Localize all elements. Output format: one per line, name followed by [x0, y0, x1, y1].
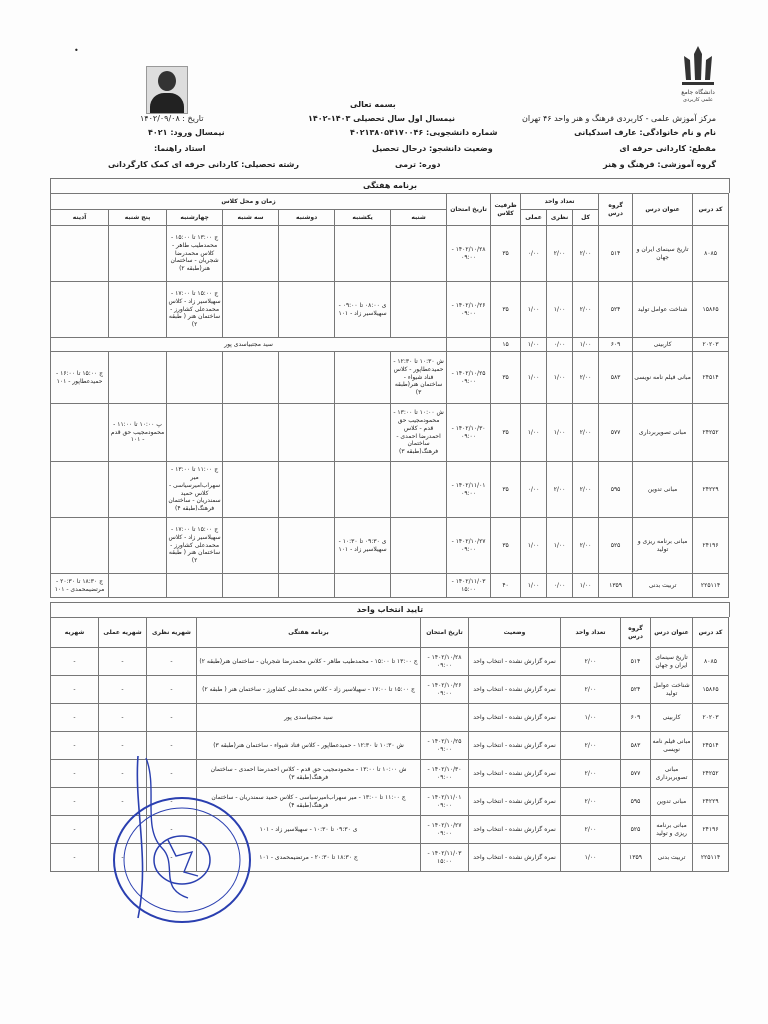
student-name: نام و نام خانوادگی: عارف اسدکیانی: [574, 128, 716, 137]
day-slot: [167, 574, 223, 598]
approval-row: [51, 704, 729, 732]
approval-f2: -: [99, 676, 147, 704]
approval-header-row: [51, 618, 729, 648]
student-number: شماره دانشجویی: ۴۰۲۱۳۸۰۵۴۱۷۰۰۴۶: [350, 128, 498, 137]
course-name: مبانی تدوین: [633, 462, 693, 518]
day-slot: ی ۰۹:۳۰ تا ۱۰:۳۰ - سهیلاسیر زاد - ۱۰۱: [335, 518, 391, 574]
approval-col: گروه درس: [621, 618, 651, 648]
approval-units: ۱/۰۰: [561, 704, 621, 732]
exam-date: ۱۴۰۲/۱۰/۲۷ - ۰۹:۰۰: [447, 518, 491, 574]
units-practical: ۱/۰۰: [521, 518, 547, 574]
exam-date: ۱۴۰۲/۱۱/۰۱ - ۰۹:۰۰: [447, 462, 491, 518]
exam-date: ۱۴۰۲/۱۰/۲۵ - ۰۹:۰۰: [447, 352, 491, 404]
day-slot: [51, 518, 109, 574]
approval-f2: -: [99, 760, 147, 788]
course-name: تربیت بدنی: [633, 574, 693, 598]
weekly-title: برنامه هفتگی: [50, 178, 730, 193]
course-group: ۵۷۷: [599, 404, 633, 462]
col-practical: عملی: [521, 210, 547, 226]
day-slot: [279, 352, 335, 404]
approval-group: ۵۹۵: [621, 788, 651, 816]
day-slot: [51, 462, 109, 518]
course-group: ۱۳۵۹: [599, 574, 633, 598]
approval-code: ۲۴۵۱۴: [693, 732, 729, 760]
day-slot: ی ۰۸:۰۰ تا ۰۹:۰۰ - سهیلاسیر زاد - ۱۰۱: [335, 282, 391, 338]
day-slot: ج ۱۱:۰۰ تا ۱۳:۰۰ - میر سهراب‌امیرسیاسی - کلاس حمید سمندریان - ساختمان فرهنگ(طبقه ۴): [167, 462, 223, 518]
units-theory: ۱/۰۰: [547, 404, 573, 462]
approval-status: نمره گزارش نشده - انتخاب واحد: [469, 648, 561, 676]
weekly-row: [51, 282, 729, 338]
period-label: دوره: ترمی: [395, 160, 441, 169]
day-slot: ج ۱۳:۰۰ تا ۱۵:۰۰ - محمدطیب طاهر - کلاس محمدرضا شجریان - ساختمان هنر(طبقه ۲): [167, 226, 223, 282]
approval-f1: -: [147, 788, 197, 816]
approval-schedule: ج ۱۸:۳۰ تا ۲۰:۳۰ - مرتضیمحمدی - ۱۰۱: [197, 844, 421, 872]
approval-group: ۱۳۵۹: [621, 844, 651, 872]
weekly-row: [51, 462, 729, 518]
approval-schedule: ج ۱۵:۰۰ تا ۱۷:۰۰ - سهیلاسیر زاد - کلاس محمدعلی کشاورز - ساختمان هنر ( طبقه ۲): [197, 676, 421, 704]
approval-col: شهریه عملی: [99, 618, 147, 648]
col-theory: نظری: [547, 210, 573, 226]
course-code: ۲۲۵۱۱۴: [693, 574, 729, 598]
approval-col: عنوان درس: [651, 618, 693, 648]
approval-schedule: ش ۱۰:۳۰ تا ۱۲:۳۰ - حمیدعطاپور - کلاس فناد شیواء - ساختمان هنر(طبقه ۳): [197, 732, 421, 760]
day-slot: [335, 226, 391, 282]
exam-date: ۱۴۰۲/۱۰/۲۸ - ۰۹:۰۰: [447, 226, 491, 282]
approval-status: نمره گزارش نشده - انتخاب واحد: [469, 704, 561, 732]
class-capacity: ۱۵: [491, 338, 521, 352]
approval-col: شهریه: [51, 618, 99, 648]
units-theory: ۱/۰۰: [547, 518, 573, 574]
units-practical: ۱/۰۰: [521, 352, 547, 404]
weekly-row: [51, 404, 729, 462]
course-name: مبانی فیلم نامه نویسی: [633, 352, 693, 404]
exam-date: ۱۴۰۲/۱۰/۳۰ - ۰۹:۰۰: [447, 404, 491, 462]
col-total: کل: [573, 210, 599, 226]
approval-col: وضعیت: [469, 618, 561, 648]
approval-status: نمره گزارش نشده - انتخاب واحد: [469, 760, 561, 788]
day-slot: [109, 574, 167, 598]
course-code: ۲۴۲۲۹: [693, 462, 729, 518]
course-code: ۱۵۸۶۵: [693, 282, 729, 338]
units-theory: ۱/۰۰: [547, 282, 573, 338]
approval-group: ۵۲۴: [621, 676, 651, 704]
course-code: ۲۴۱۹۶: [693, 518, 729, 574]
svg-text:علمی کاربردی: علمی کاربردی: [683, 97, 713, 103]
student-photo: [146, 66, 188, 114]
approval-f3: -: [51, 816, 99, 844]
approval-f1: -: [147, 732, 197, 760]
day-slot: ج ۱۸:۳۰ تا ۲۰:۳۰ - مرتضیمحمدی - ۱۰۱: [51, 574, 109, 598]
svg-text:دانشگاه جامع: دانشگاه جامع: [681, 89, 715, 96]
day-slot: [391, 282, 447, 338]
col-group: گروه درس: [599, 194, 633, 226]
course-name: مبانی تصویربرداری: [633, 404, 693, 462]
center-label: مرکز آموزش علمی - کاربردی فرهنگ و هنر واحد ۴۶ تهران: [522, 114, 716, 123]
approval-name: مبانی تصویربرداری: [651, 760, 693, 788]
approval-f1: -: [147, 760, 197, 788]
course-group: ۶۰۹: [599, 338, 633, 352]
major-label: رشته تحصیلی: کاردانی حرفه ای کمک کارگردانی: [108, 160, 299, 169]
day-slot: [279, 518, 335, 574]
day-slot: [223, 462, 279, 518]
units-total: ۱/۰۰: [573, 574, 599, 598]
exam-date: [447, 338, 491, 352]
course-group: ۵۲۵: [599, 518, 633, 574]
col-name: عنوان درس: [633, 194, 693, 226]
units-practical: ۱/۰۰: [521, 338, 547, 352]
day-slot: [335, 404, 391, 462]
approval-units: ۲/۰۰: [561, 760, 621, 788]
exam-date: ۱۴۰۲/۱۰/۲۶ - ۰۹:۰۰: [447, 282, 491, 338]
approval-group: ۵۱۴: [621, 648, 651, 676]
report-sheet: [50, 40, 728, 1000]
day-slot: [223, 352, 279, 404]
weekly-row: [51, 574, 729, 598]
col-day-wed: چهارشنبه: [167, 210, 223, 226]
student-status: وضعیت دانشجو: درحال تحصیل: [372, 144, 493, 153]
day-slot: [279, 404, 335, 462]
day-slot: ج ۱۵:۰۰ تا ۱۷:۰۰ - سهیلاسیر زاد - کلاس محمدعلی کشاورز - ساختمان هنر ( طبقه ۲): [167, 518, 223, 574]
approval-exam: ۱۴۰۲/۱۱/۰۱ - ۰۹:۰۰: [421, 788, 469, 816]
weekly-row: [51, 352, 729, 404]
date-label: تاریخ : ۱۴۰۲/۰۹/۰۸: [140, 114, 204, 123]
units-total: ۱/۰۰: [573, 338, 599, 352]
day-slot: [335, 462, 391, 518]
approval-status: نمره گزارش نشده - انتخاب واحد: [469, 844, 561, 872]
weekly-row: [51, 338, 729, 352]
day-slot: [335, 574, 391, 598]
approval-f3: -: [51, 704, 99, 732]
approval-f1: -: [147, 648, 197, 676]
units-theory: ۱/۰۰: [547, 352, 573, 404]
course-group: ۵۸۳: [599, 352, 633, 404]
units-practical: ۱/۰۰: [521, 404, 547, 462]
approval-schedule: سید مجتبیاسدی پور: [197, 704, 421, 732]
course-name: مبانی برنامه ریزی و تولید: [633, 518, 693, 574]
approval-code: ۲۰۲۰۳: [693, 704, 729, 732]
approval-f3: -: [51, 648, 99, 676]
approval-exam: [421, 704, 469, 732]
approval-units: ۲/۰۰: [561, 732, 621, 760]
units-theory: ۰/۰۰: [547, 574, 573, 598]
day-slot: [279, 282, 335, 338]
document-header: [50, 40, 728, 178]
day-slot: [335, 352, 391, 404]
approval-f1: -: [147, 816, 197, 844]
approval-schedule: ج ۱۳:۰۰ تا ۱۵:۰۰ - محمدطیب طاهر - کلاس محمدرضا شجریان - ساختمان هنر(طبقه ۲): [197, 648, 421, 676]
units-practical: ۰/۰۰: [521, 226, 547, 282]
approval-exam: ۱۴۰۲/۱۰/۲۷ - ۰۹:۰۰: [421, 816, 469, 844]
day-slot: [223, 404, 279, 462]
approval-name: مبانی برنامه ریزی و تولید: [651, 816, 693, 844]
day-slot: [391, 574, 447, 598]
approval-units: ۲/۰۰: [561, 676, 621, 704]
day-slot: [391, 518, 447, 574]
units-total: ۲/۰۰: [573, 282, 599, 338]
group-label: گروه آموزشی: فرهنگ و هنر: [603, 160, 716, 169]
approval-code: ۲۲۵۱۱۴: [693, 844, 729, 872]
course-name: شناخت عوامل تولید: [633, 282, 693, 338]
approval-col: کد درس: [693, 618, 729, 648]
col-code: کد درس: [693, 194, 729, 226]
day-slot: [109, 518, 167, 574]
approval-group: ۵۷۷: [621, 760, 651, 788]
course-code: ۸۰۸۵: [693, 226, 729, 282]
day-slot: [223, 282, 279, 338]
day-slot: ش ۱۰:۳۰ تا ۱۲:۳۰ - حمیدعطاپور - کلاس فناد شیواء - ساختمان هنر(طبقه ۳): [391, 352, 447, 404]
approval-name: تاریخ سینمای ایران و جهان: [651, 648, 693, 676]
approval-f2: -: [99, 648, 147, 676]
col-units: تعداد واحد: [521, 194, 599, 210]
course-code: ۲۴۵۱۴: [693, 352, 729, 404]
col-day-sun: یکشنبه: [335, 210, 391, 226]
weekly-body: [51, 226, 729, 598]
doc-title: بسمه تعالی: [350, 100, 396, 109]
approval-name: کاربینی: [651, 704, 693, 732]
approval-f2: -: [99, 816, 147, 844]
approval-group: ۵۲۵: [621, 816, 651, 844]
approval-code: ۲۴۱۹۶: [693, 816, 729, 844]
class-capacity: ۳۵: [491, 518, 521, 574]
approval-f3: -: [51, 844, 99, 872]
approval-row: [51, 676, 729, 704]
day-slot: پ ۱۰:۰۰ تا ۱۱:۰۰ - محمودمجیب حق قدم - ۱۰۱: [109, 404, 167, 462]
approval-title: تایید انتخاب واحد: [50, 602, 730, 617]
class-capacity: ۳۵: [491, 352, 521, 404]
approval-f1: -: [147, 844, 197, 872]
approval-col: برنامه هفتگی: [197, 618, 421, 648]
approval-col: شهریه نظری: [147, 618, 197, 648]
approval-schedule: ش ۱۰:۰۰ تا ۱۳:۰۰ - محمودمجیب حق قدم - کلاس احمدرضا احمدی - ساختمان فرهنگ(طبقه ۳): [197, 760, 421, 788]
units-practical: ۰/۰۰: [521, 462, 547, 518]
university-logo-icon: [674, 44, 722, 104]
day-slot: [223, 226, 279, 282]
col-day-sat: شنبه: [391, 210, 447, 226]
approval-f2: -: [99, 844, 147, 872]
approval-f2: -: [99, 704, 147, 732]
units-total: ۲/۰۰: [573, 518, 599, 574]
col-timeplace: زمان و محل کلاس: [51, 194, 447, 210]
approval-f3: -: [51, 732, 99, 760]
approval-name: مبانی تدوین: [651, 788, 693, 816]
day-slot: [391, 226, 447, 282]
course-group: ۵۲۴: [599, 282, 633, 338]
day-slot: [167, 404, 223, 462]
day-slot: [109, 282, 167, 338]
approval-exam: ۱۴۰۲/۱۰/۳۰ - ۰۹:۰۰: [421, 760, 469, 788]
course-code: ۲۴۲۵۲: [693, 404, 729, 462]
units-theory: ۲/۰۰: [547, 226, 573, 282]
approval-f3: -: [51, 760, 99, 788]
approval-units: ۱/۰۰: [561, 844, 621, 872]
day-slot: [109, 462, 167, 518]
day-slot: ش ۱۰:۰۰ تا ۱۳:۰۰ - محمودمجیب حق قدم - کلاس احمدرضا احمدی - ساختمان فرهنگ(طبقه ۳): [391, 404, 447, 462]
approval-name: شناخت عوامل تولید: [651, 676, 693, 704]
instructor-span: سید مجتبیاسدی پور: [51, 338, 447, 352]
units-theory: ۲/۰۰: [547, 462, 573, 518]
approval-status: نمره گزارش نشده - انتخاب واحد: [469, 732, 561, 760]
col-exam: تاریخ امتحان: [447, 194, 491, 226]
approval-schedule: ی ۰۹:۳۰ تا ۱۰:۳۰ - سهیلاسیر زاد - ۱۰۱: [197, 816, 421, 844]
col-day-mon: دوشنبه: [279, 210, 335, 226]
weekly-row: [51, 226, 729, 282]
approval-status: نمره گزارش نشده - انتخاب واحد: [469, 676, 561, 704]
units-practical: ۱/۰۰: [521, 282, 547, 338]
day-slot: [51, 226, 109, 282]
approval-exam: ۱۴۰۲/۱۰/۲۶ - ۰۹:۰۰: [421, 676, 469, 704]
day-slot: [223, 518, 279, 574]
page-dot: •: [74, 46, 79, 55]
advisor-label: استاد راهنما:: [154, 144, 206, 153]
day-slot: ج ۱۵:۰۰ تا ۱۶:۰۰ - حمیدعطاپور - ۱۰۱: [51, 352, 109, 404]
course-name: تاریخ سینمای ایران و جهان: [633, 226, 693, 282]
approval-f2: -: [99, 732, 147, 760]
course-name: کاربینی: [633, 338, 693, 352]
approval-exam: ۱۴۰۲/۱۰/۲۸ - ۰۹:۰۰: [421, 648, 469, 676]
units-total: ۲/۰۰: [573, 352, 599, 404]
entry-semester: نیمسال ورود: ۴۰۲۱: [148, 128, 225, 137]
day-slot: [109, 352, 167, 404]
course-code: ۲۰۲۰۳: [693, 338, 729, 352]
course-group: ۵۹۵: [599, 462, 633, 518]
semester-label: نیمسال اول سال تحصیلی ۱۴۰۳-۱۴۰۲: [308, 114, 455, 123]
approval-exam: ۱۴۰۲/۱۱/۰۳ - ۱۵:۰۰: [421, 844, 469, 872]
class-capacity: ۴۰: [491, 574, 521, 598]
col-day-fri: آدینه: [51, 210, 109, 226]
day-slot: ج ۱۵:۰۰ تا ۱۷:۰۰ - سهیلاسیر زاد - کلاس محمدعلی کشاورز - ساختمان هنر ( طبقه ۲): [167, 282, 223, 338]
approval-units: ۲/۰۰: [561, 788, 621, 816]
exam-date: ۱۴۰۲/۱۱/۰۳ - ۱۵:۰۰: [447, 574, 491, 598]
approval-f3: -: [51, 788, 99, 816]
class-capacity: ۳۵: [491, 404, 521, 462]
day-slot: [279, 462, 335, 518]
approval-units: ۲/۰۰: [561, 816, 621, 844]
approval-name: تربیت بدنی: [651, 844, 693, 872]
units-theory: ۰/۰۰: [547, 338, 573, 352]
day-slot: [223, 574, 279, 598]
approval-group: ۶۰۹: [621, 704, 651, 732]
class-capacity: ۳۵: [491, 282, 521, 338]
class-capacity: ۳۵: [491, 226, 521, 282]
level-label: مقطع: کاردانی حرفه ای: [619, 144, 716, 153]
course-group: ۵۱۴: [599, 226, 633, 282]
day-slot: [279, 226, 335, 282]
class-capacity: ۳۵: [491, 462, 521, 518]
official-stamp-icon: [98, 748, 266, 928]
approval-f3: -: [51, 676, 99, 704]
weekly-table: [50, 193, 729, 598]
approval-code: ۱۵۸۶۵: [693, 676, 729, 704]
approval-code: ۸۰۸۵: [693, 648, 729, 676]
weekly-row: [51, 518, 729, 574]
day-slot: [51, 404, 109, 462]
day-slot: [167, 352, 223, 404]
approval-col: تاریخ امتحان: [421, 618, 469, 648]
approval-code: ۲۴۲۲۹: [693, 788, 729, 816]
approval-schedule: ج ۱۱:۰۰ تا ۱۳:۰۰ - میر سهراب‌امیرسیاسی - کلاس حمید سمندریان - ساختمان فرهنگ(طبقه ۴): [197, 788, 421, 816]
approval-units: ۲/۰۰: [561, 648, 621, 676]
day-slot: [51, 282, 109, 338]
approval-f2: -: [99, 788, 147, 816]
approval-status: نمره گزارش نشده - انتخاب واحد: [469, 788, 561, 816]
col-day-tue: سه شنبه: [223, 210, 279, 226]
approval-code: ۲۴۲۵۲: [693, 760, 729, 788]
approval-row: [51, 648, 729, 676]
col-capacity: ظرفیت کلاس: [491, 194, 521, 226]
approval-status: نمره گزارش نشده - انتخاب واحد: [469, 816, 561, 844]
units-practical: ۱/۰۰: [521, 574, 547, 598]
approval-exam: ۱۴۰۲/۱۰/۲۵ - ۰۹:۰۰: [421, 732, 469, 760]
approval-col: تعداد واحد: [561, 618, 621, 648]
day-slot: [109, 226, 167, 282]
day-slot: [279, 574, 335, 598]
units-total: ۲/۰۰: [573, 226, 599, 282]
col-day-thu: پنج شنبه: [109, 210, 167, 226]
units-total: ۲/۰۰: [573, 404, 599, 462]
units-total: ۲/۰۰: [573, 462, 599, 518]
approval-f1: -: [147, 676, 197, 704]
approval-f1: -: [147, 704, 197, 732]
approval-group: ۵۸۳: [621, 732, 651, 760]
day-slot: [391, 462, 447, 518]
approval-name: مبانی فیلم نامه نویسی: [651, 732, 693, 760]
